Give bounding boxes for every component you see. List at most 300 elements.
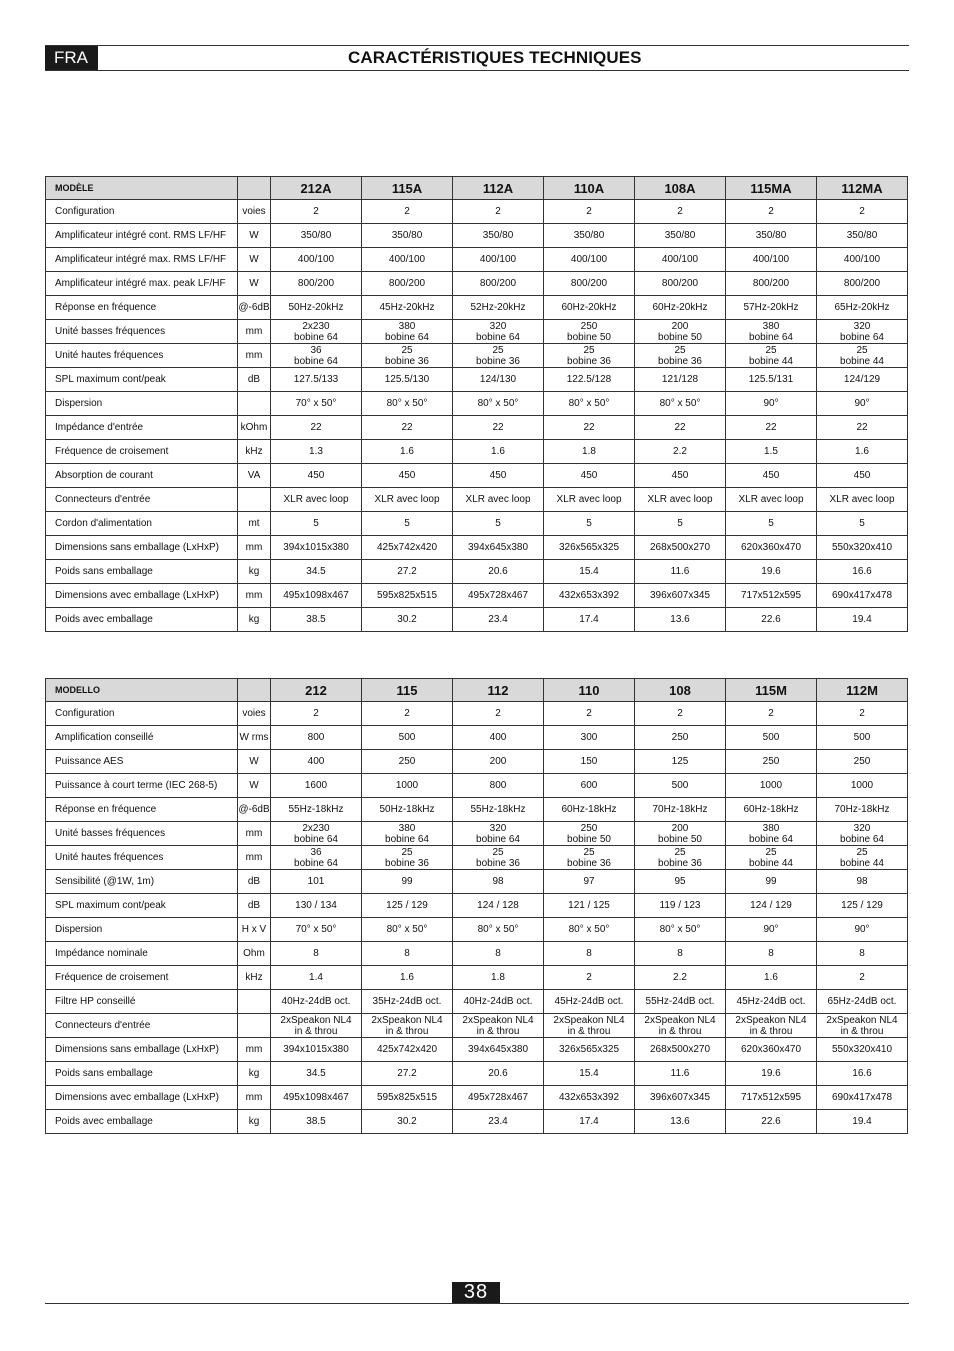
spec-value: 320 bobine 64 [453,320,544,344]
spec-value: 690x417x478 [817,1086,908,1110]
spec-value: 2xSpeakon NL4 in & throu [271,1014,362,1038]
spec-value: 2 [271,200,362,224]
spec-value: 19.6 [726,1062,817,1086]
spec-value: 400/100 [635,248,726,272]
spec-value: 13.6 [635,608,726,632]
spec-value: 200 [453,750,544,774]
spec-value: 90° [726,918,817,942]
spec-value: 36 bobine 64 [271,344,362,368]
spec-unit: dB [238,894,271,918]
spec-value: 268x500x270 [635,536,726,560]
spec-value: 17.4 [544,1110,635,1134]
spec-value: 125.5/131 [726,368,817,392]
model-column-header: 108 [635,679,726,702]
spec-value: 121 / 125 [544,894,635,918]
spec-unit: kg [238,1062,271,1086]
spec-value: 99 [362,870,453,894]
spec-label: Dimensions avec emballage (LxHxP) [46,1086,238,1110]
model-column-header: 212A [271,177,362,200]
bottom-rule [45,1303,909,1304]
spec-value: 98 [817,870,908,894]
table-row [46,392,908,416]
spec-value: 2 [635,200,726,224]
spec-value: 55Hz-18kHz [271,798,362,822]
spec-unit [238,1014,271,1038]
spec-value: 25 bobine 44 [817,846,908,870]
spec-value: 326x565x325 [544,1038,635,1062]
spec-label: Connecteurs d'entrée [46,1014,238,1038]
spec-value: 380 bobine 64 [726,822,817,846]
spec-value: 394x645x380 [453,1038,544,1062]
spec-value: 19.6 [726,560,817,584]
spec-value: 60Hz-20kHz [635,296,726,320]
spec-value: 450 [453,464,544,488]
spec-value: 1.6 [817,440,908,464]
spec-value: 1.8 [453,966,544,990]
spec-unit: voies [238,200,271,224]
spec-value: 22 [726,416,817,440]
spec-value: 119 / 123 [635,894,726,918]
spec-value: 80° x 50° [635,918,726,942]
model-column-header: 115MA [726,177,817,200]
spec-value: 800/200 [544,272,635,296]
spec-value: 22 [362,416,453,440]
spec-value: 25 bobine 36 [362,846,453,870]
spec-value: 122.5/128 [544,368,635,392]
spec-label: Unité hautes fréquences [46,846,238,870]
spec-value: 200 bobine 50 [635,320,726,344]
spec-value: 500 [635,774,726,798]
unit-header [238,177,271,200]
table-row [46,750,908,774]
spec-value: 80° x 50° [544,392,635,416]
model-column-header: 212 [271,679,362,702]
spec-value: 2 [271,702,362,726]
spec-value: 25 bobine 36 [453,344,544,368]
spec-value: 8 [544,942,635,966]
spec-value: 5 [635,512,726,536]
spec-unit: mt [238,512,271,536]
spec-value: 400/100 [726,248,817,272]
spec-unit: W [238,224,271,248]
spec-value: 8 [271,942,362,966]
spec-label: Sensibilité (@1W, 1m) [46,870,238,894]
spec-value: 350/80 [453,224,544,248]
spec-unit: W [238,272,271,296]
spec-value: 320 bobine 64 [453,822,544,846]
table-row [46,822,908,846]
spec-value: 550x320x410 [817,1038,908,1062]
spec-value: 495x728x467 [453,584,544,608]
spec-value: 1.6 [726,966,817,990]
spec-value: 27.2 [362,1062,453,1086]
model-column-header: 110 [544,679,635,702]
spec-value: 800 [453,774,544,798]
spec-value: 36 bobine 64 [271,846,362,870]
spec-unit: W [238,750,271,774]
spec-value: 2x230 bobine 64 [271,822,362,846]
spec-value: 25 bobine 36 [362,344,453,368]
spec-value: 2 [817,702,908,726]
specs-table-active [45,176,908,632]
table-header-row [46,679,908,702]
spec-value: 30.2 [362,608,453,632]
spec-unit: @-6dB [238,798,271,822]
top-rule-lower [45,70,909,71]
spec-value: 2 [453,702,544,726]
spec-value: 450 [362,464,453,488]
spec-value: 19.4 [817,608,908,632]
spec-value: 350/80 [362,224,453,248]
spec-value: 2 [544,966,635,990]
spec-value: 124 / 129 [726,894,817,918]
model-column-header: 112 [453,679,544,702]
spec-value: 25 bobine 36 [635,846,726,870]
spec-value: 800/200 [726,272,817,296]
spec-value: 250 [726,750,817,774]
spec-value: 2x230 bobine 64 [271,320,362,344]
spec-unit: mm [238,846,271,870]
spec-value: 2 [726,200,817,224]
spec-value: 2 [817,966,908,990]
table-row [46,536,908,560]
table-row [46,464,908,488]
table-row [46,296,908,320]
spec-value: 450 [726,464,817,488]
spec-value: 432x653x392 [544,584,635,608]
spec-label: Impédance nominale [46,942,238,966]
spec-value: 268x500x270 [635,1038,726,1062]
spec-value: 2 [453,200,544,224]
spec-value: 320 bobine 64 [817,822,908,846]
spec-value: 60Hz-18kHz [726,798,817,822]
spec-value: 1.6 [362,966,453,990]
table-row [46,990,908,1014]
spec-value: 22.6 [726,1110,817,1134]
spec-value: 350/80 [817,224,908,248]
table-row [46,368,908,392]
spec-value: XLR avec loop [544,488,635,512]
spec-value: 250 bobine 50 [544,822,635,846]
spec-value: 350/80 [544,224,635,248]
spec-value: 620x360x470 [726,1038,817,1062]
spec-value: 22 [544,416,635,440]
spec-value: 8 [635,942,726,966]
spec-value: 45Hz-20kHz [362,296,453,320]
spec-value: 396x607x345 [635,1086,726,1110]
unit-header [238,679,271,702]
spec-value: 2 [635,702,726,726]
spec-value: XLR avec loop [362,488,453,512]
table-row [46,966,908,990]
spec-value: 2 [362,200,453,224]
spec-value: 2xSpeakon NL4 in & throu [362,1014,453,1038]
spec-value: XLR avec loop [817,488,908,512]
spec-value: 690x417x478 [817,584,908,608]
spec-value: 717x512x595 [726,584,817,608]
spec-value: 23.4 [453,1110,544,1134]
spec-value: 124 / 128 [453,894,544,918]
spec-value: 70° x 50° [271,918,362,942]
spec-value: 25 bobine 44 [726,846,817,870]
spec-label: Unité hautes fréquences [46,344,238,368]
model-column-header: 110A [544,177,635,200]
spec-value: 25 bobine 36 [453,846,544,870]
spec-value: 200 bobine 50 [635,822,726,846]
spec-value: 80° x 50° [453,392,544,416]
model-column-header: 112A [453,177,544,200]
spec-value: 50Hz-20kHz [271,296,362,320]
spec-unit: kHz [238,440,271,464]
table-row [46,200,908,224]
table-row [46,774,908,798]
spec-value: 717x512x595 [726,1086,817,1110]
model-column-header: 115 [362,679,453,702]
spec-value: 125 / 129 [817,894,908,918]
spec-value: 600 [544,774,635,798]
model-header-label: MODÈLE [46,177,238,200]
spec-label: Configuration [46,702,238,726]
spec-label: Impédance d'entrée [46,416,238,440]
spec-unit [238,488,271,512]
spec-label: Amplificateur intégré max. peak LF/HF [46,272,238,296]
spec-value: 1.4 [271,966,362,990]
spec-value: 500 [726,726,817,750]
spec-value: 5 [544,512,635,536]
spec-value: 50Hz-18kHz [362,798,453,822]
spec-value: 495x728x467 [453,1086,544,1110]
spec-unit: W [238,774,271,798]
spec-label: Poids sans emballage [46,1062,238,1086]
spec-value: 326x565x325 [544,536,635,560]
spec-value: 34.5 [271,1062,362,1086]
spec-label: Dispersion [46,918,238,942]
spec-value: 35Hz-24dB oct. [362,990,453,1014]
spec-value: 450 [817,464,908,488]
table-row [46,1086,908,1110]
spec-value: 800/200 [453,272,544,296]
spec-value: 2.2 [635,440,726,464]
table-row [46,440,908,464]
spec-label: Puissance à court terme (IEC 268-5) [46,774,238,798]
spec-unit: mm [238,536,271,560]
spec-value: 20.6 [453,560,544,584]
spec-value: 150 [544,750,635,774]
spec-value: 99 [726,870,817,894]
spec-value: 34.5 [271,560,362,584]
spec-value: 57Hz-20kHz [726,296,817,320]
spec-unit: kHz [238,966,271,990]
spec-value: 22 [817,416,908,440]
spec-value: 80° x 50° [453,918,544,942]
spec-value: 125.5/130 [362,368,453,392]
spec-label: Dispersion [46,392,238,416]
spec-value: 2xSpeakon NL4 in & throu [544,1014,635,1038]
table-body [46,702,908,1134]
spec-value: 800 [271,726,362,750]
table-row [46,1038,908,1062]
spec-value: 25 bobine 36 [635,344,726,368]
model-header-label: MODELLO [46,679,238,702]
spec-value: 27.2 [362,560,453,584]
model-column-header: 115M [726,679,817,702]
table-row [46,248,908,272]
model-column-header: 108A [635,177,726,200]
spec-label: Cordon d'alimentation [46,512,238,536]
spec-value: 2.2 [635,966,726,990]
spec-label: SPL maximum cont/peak [46,368,238,392]
table-row [46,512,908,536]
spec-unit: dB [238,368,271,392]
spec-value: 800/200 [362,272,453,296]
spec-label: Filtre HP conseillé [46,990,238,1014]
spec-value: 30.2 [362,1110,453,1134]
spec-label: Poids avec emballage [46,1110,238,1134]
spec-label: Amplificateur intégré cont. RMS LF/HF [46,224,238,248]
spec-value: 60Hz-18kHz [544,798,635,822]
spec-value: 394x1015x380 [271,1038,362,1062]
spec-value: 2 [544,200,635,224]
spec-value: 2xSpeakon NL4 in & throu [817,1014,908,1038]
spec-value: 25 bobine 36 [544,344,635,368]
spec-label: Poids avec emballage [46,608,238,632]
spec-value: 22 [453,416,544,440]
spec-value: 65Hz-20kHz [817,296,908,320]
spec-unit: mm [238,1038,271,1062]
table-row [46,488,908,512]
table-row [46,894,908,918]
spec-unit: mm [238,320,271,344]
spec-value: 25 bobine 44 [817,344,908,368]
spec-value: 620x360x470 [726,536,817,560]
spec-value: 22.6 [726,608,817,632]
spec-value: 40Hz-24dB oct. [453,990,544,1014]
spec-value: 380 bobine 64 [362,320,453,344]
spec-value: 124/129 [817,368,908,392]
spec-value: 250 [362,750,453,774]
spec-unit: kg [238,560,271,584]
spec-label: Puissance AES [46,750,238,774]
spec-value: 800/200 [271,272,362,296]
table-row [46,942,908,966]
spec-value: 52Hz-20kHz [453,296,544,320]
spec-unit [238,990,271,1014]
spec-value: 350/80 [271,224,362,248]
table-row [46,1014,908,1038]
spec-value: 400/100 [271,248,362,272]
table-row [46,846,908,870]
table-row [46,320,908,344]
spec-unit: kg [238,1110,271,1134]
spec-unit: H x V [238,918,271,942]
spec-value: 595x825x515 [362,1086,453,1110]
spec-value: 495x1098x467 [271,584,362,608]
spec-value: 5 [453,512,544,536]
spec-value: 400/100 [362,248,453,272]
spec-unit: mm [238,822,271,846]
spec-value: 1.8 [544,440,635,464]
spec-value: 15.4 [544,560,635,584]
spec-value: 65Hz-24dB oct. [817,990,908,1014]
spec-value: 425x742x420 [362,536,453,560]
spec-label: Dimensions avec emballage (LxHxP) [46,584,238,608]
spec-label: Dimensions sans emballage (LxHxP) [46,536,238,560]
spec-label: Amplification conseillé [46,726,238,750]
spec-value: 400/100 [453,248,544,272]
spec-unit: Ohm [238,942,271,966]
spec-unit: kg [238,608,271,632]
table-row [46,560,908,584]
spec-value: 70° x 50° [271,392,362,416]
page-number: 38 [452,1282,500,1303]
spec-unit: mm [238,344,271,368]
spec-value: XLR avec loop [271,488,362,512]
table-row [46,416,908,440]
spec-value: 55Hz-18kHz [453,798,544,822]
table-row [46,702,908,726]
spec-value: 500 [817,726,908,750]
page-title: CARACTÉRISTIQUES TECHNIQUES [348,48,642,67]
table-row [46,726,908,750]
spec-value: 1.5 [726,440,817,464]
spec-value: 16.6 [817,1062,908,1086]
spec-value: 1.6 [362,440,453,464]
spec-value: 8 [362,942,453,966]
spec-value: 1.3 [271,440,362,464]
spec-value: 125 / 129 [362,894,453,918]
spec-value: 97 [544,870,635,894]
spec-value: 425x742x420 [362,1038,453,1062]
model-column-header: 115A [362,177,453,200]
spec-value: 90° [817,918,908,942]
spec-unit: VA [238,464,271,488]
spec-value: 5 [362,512,453,536]
spec-label: Fréquence de croisement [46,966,238,990]
spec-unit: mm [238,584,271,608]
spec-value: 400 [271,750,362,774]
spec-unit: kOhm [238,416,271,440]
table-row [46,870,908,894]
spec-value: 45Hz-24dB oct. [726,990,817,1014]
table-row [46,1062,908,1086]
spec-value: 38.5 [271,1110,362,1134]
spec-value: 13.6 [635,1110,726,1134]
spec-value: 320 bobine 64 [817,320,908,344]
spec-value: 127.5/133 [271,368,362,392]
spec-value: 2xSpeakon NL4 in & throu [453,1014,544,1038]
table-row [46,584,908,608]
spec-value: 5 [726,512,817,536]
table-header-row [46,177,908,200]
spec-label: Unité basses fréquences [46,822,238,846]
spec-value: 19.4 [817,1110,908,1134]
spec-value: 2 [544,702,635,726]
spec-value: 350/80 [726,224,817,248]
spec-value: 11.6 [635,560,726,584]
spec-unit: W [238,248,271,272]
spec-value: 25 bobine 36 [544,846,635,870]
spec-value: 450 [544,464,635,488]
spec-value: 2xSpeakon NL4 in & throu [726,1014,817,1038]
spec-value: 60Hz-20kHz [544,296,635,320]
spec-value: 90° [817,392,908,416]
spec-value: 121/128 [635,368,726,392]
spec-label: Configuration [46,200,238,224]
spec-value: 8 [726,942,817,966]
spec-value: 380 bobine 64 [726,320,817,344]
spec-value: 40Hz-24dB oct. [271,990,362,1014]
table-row [46,798,908,822]
